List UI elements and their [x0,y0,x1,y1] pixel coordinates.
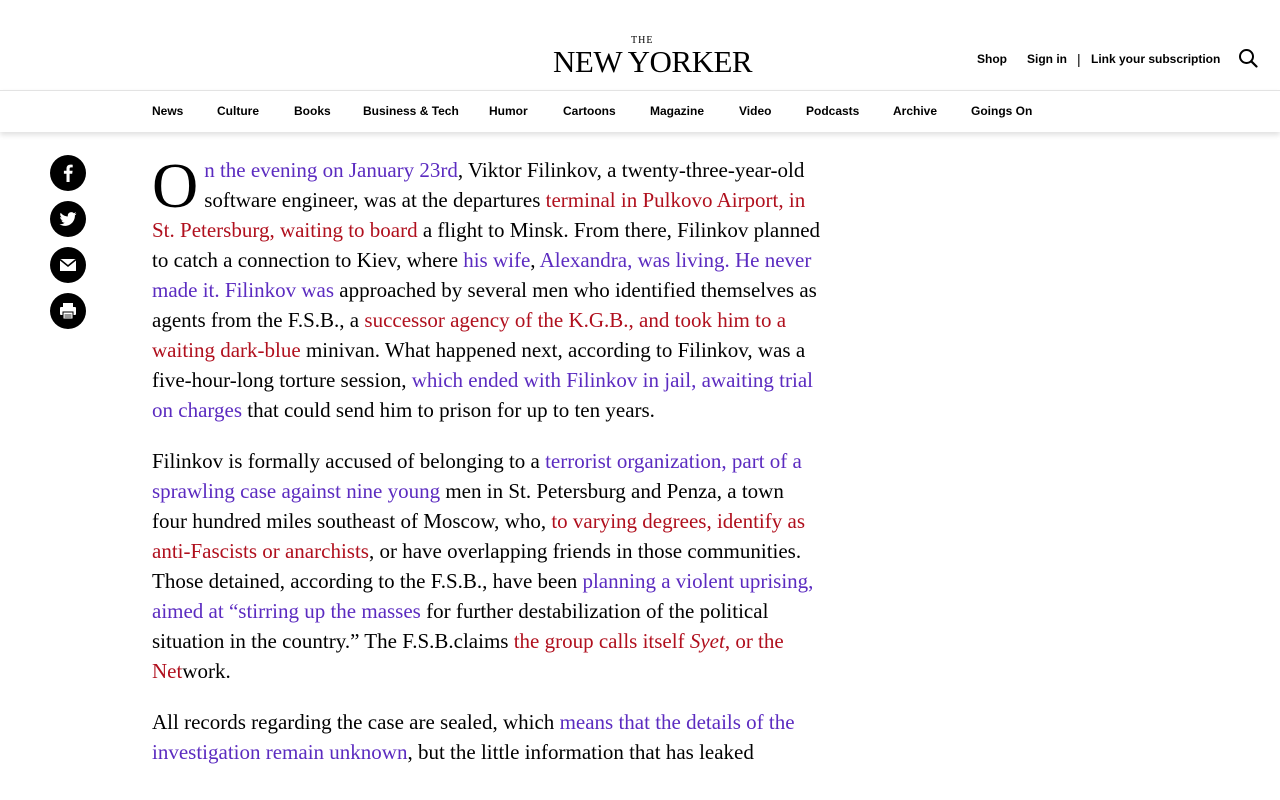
paragraph-text: minivan. What happened next, according to Filinkov, was a five-hour-long torture session, [152,338,806,392]
facebook-icon [50,155,86,191]
print-icon [50,293,86,329]
drop-cap: O [152,150,199,221]
search-icon[interactable] [1238,48,1258,68]
nav-books[interactable]: Books [294,104,331,118]
logo-name: NEW YORKER [553,44,753,79]
paragraph-1 [152,150,822,425]
paragraph-2 [152,446,822,686]
article-link[interactable]: , or the Net [152,629,784,683]
paragraph-text: , [530,248,540,272]
article-body [152,150,822,788]
nav-goings-on[interactable]: Goings On [971,104,1033,118]
nav-business-tech[interactable]: Business & Tech [363,104,459,118]
twitter-icon [50,201,86,237]
paragraph-text: approached by several men who identified themselves as agents from the F.S.B., a [152,278,817,332]
article-link[interactable]: the group calls itself [513,629,690,653]
paragraph-text: that could send him to prison for up to ten years. [242,398,655,422]
share-print-button[interactable] [50,293,86,329]
paragraph-text: men in St. Petersburg and Penza, a town four hundred miles southeast of Moscow, who, [152,479,784,533]
nav-video[interactable]: Video [739,104,772,118]
article-link[interactable]: his wife [463,248,531,272]
paragraph-text: for further destabilization of the political situation in the country.” The F.S.B.claims [152,599,769,653]
nav-cartoons[interactable]: Cartoons [563,104,616,118]
article-link[interactable]: means that the details of the investigation remain unknown [152,710,795,764]
nav-humor[interactable]: Humor [489,104,528,118]
sign-in-link[interactable]: Sign in [1027,52,1067,66]
article-link-italic[interactable]: Syet [689,629,725,653]
share-twitter-button[interactable] [50,201,86,237]
article-link[interactable]: terrorist organization, part of a sprawling case against nine young [152,449,802,503]
nav-news[interactable]: News [152,104,184,118]
paragraph-text: a flight to Minsk. From there, Filinkov planned to catch a connection to Kiev, where [152,218,821,272]
paragraph-text: , or have overlapping friends in those communities. Those detained, according to the F.S.B., have been [152,539,802,593]
article-link[interactable]: planning a violent uprising, aimed at “stirring up the masses [152,569,814,623]
email-icon [50,247,86,283]
nav-archive[interactable]: Archive [893,104,938,118]
article-link[interactable]: to varying degrees, identify as anti-Fascists or anarchists [152,509,805,563]
article-link[interactable]: which ended with Filinkov in jail, awaiting trial on charges [152,368,813,422]
paragraph-3 [152,707,822,767]
article-link[interactable]: terminal in Pulkovo Airport, in St. Petersburg, waiting to board [152,188,806,242]
nav-culture[interactable]: Culture [217,104,259,118]
paragraph-text: , Viktor Filinkov, a twenty-three-year-old software engineer, was at the departures [204,158,805,212]
shop-link[interactable]: Shop [977,52,1007,66]
paragraph-text: , but the little information that has leaked [407,740,754,764]
nav-podcasts[interactable]: Podcasts [806,104,860,118]
main-nav [0,90,1280,132]
article-link[interactable]: successor agency of the K.G.B., and took him to a waiting dark-blue [152,308,787,362]
paragraph-text: work. [182,659,231,683]
share-facebook-button[interactable] [50,155,86,191]
header-separator: | [1077,51,1081,67]
paragraph-text: All records regarding the case are sealed, which [152,710,560,734]
article-link[interactable]: Alexandra, was living. He never made it. Filinkov was [152,248,812,302]
logo-the: THE [631,35,654,46]
share-email-button[interactable] [50,247,86,283]
new-yorker-logo[interactable] [553,35,753,79]
link-subscription-link[interactable]: Link your subscription [1091,52,1221,66]
masthead [0,0,1280,90]
paragraph-text: Filinkov is formally accused of belonging to a [152,449,546,473]
nav-magazine[interactable]: Magazine [650,104,705,118]
article-link[interactable]: n the evening on January 23rd [204,158,458,182]
